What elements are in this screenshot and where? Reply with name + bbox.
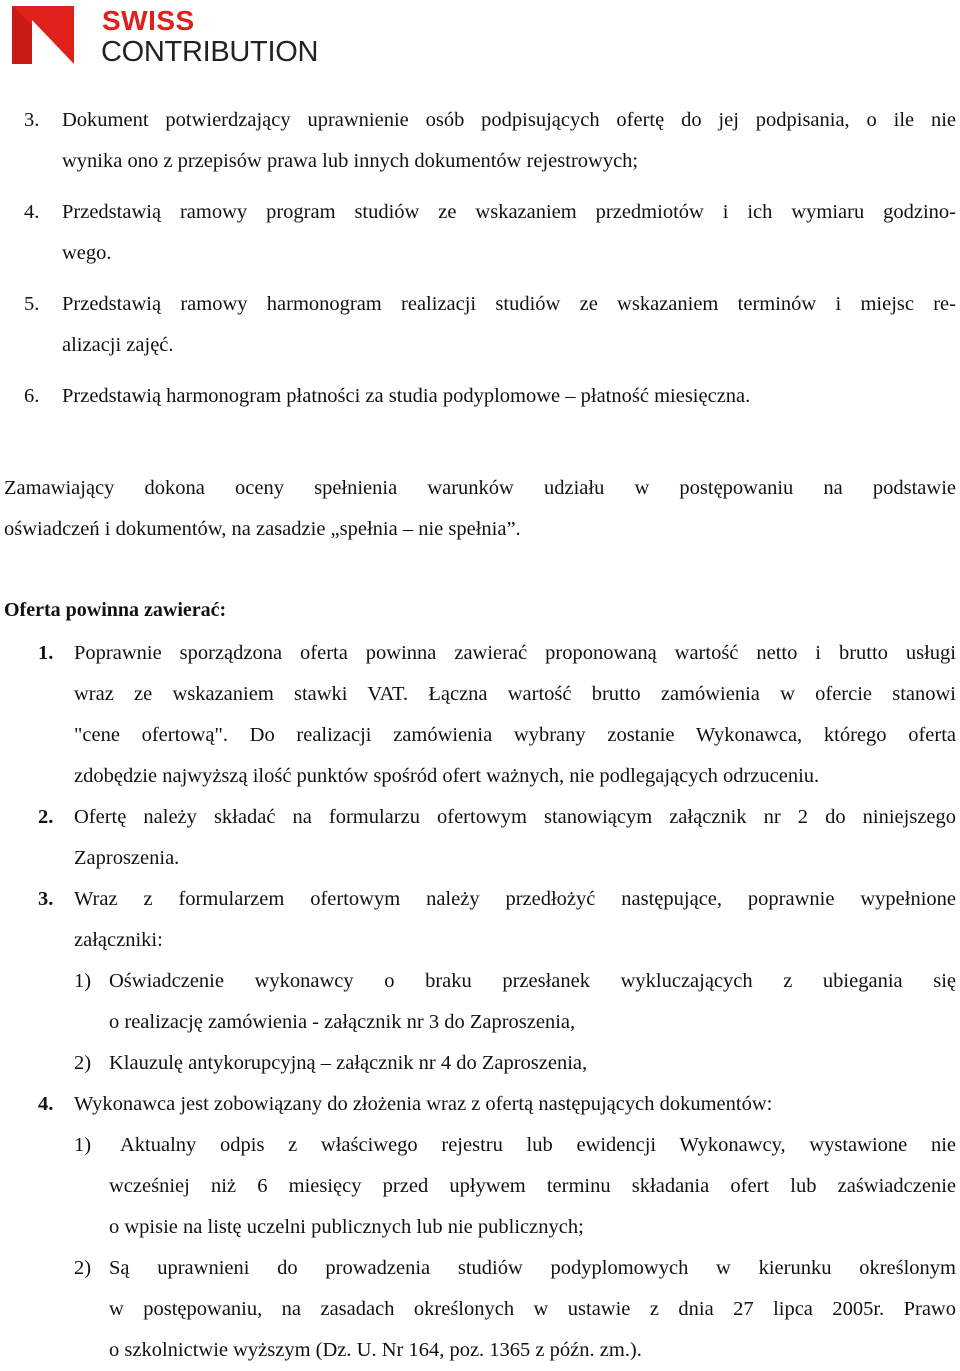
list-item-line: wynika ono z przepisów prawa lub innych dokumentów rejestrowych; (62, 150, 639, 172)
evaluation-paragraph-line: oświadczeń i dokumentów, na zasadzie „spełnia – nie spełnia”. (4, 518, 521, 540)
swiss-contribution-logo (12, 6, 332, 66)
list-item-line: alizacji zajęć. (62, 334, 174, 356)
list-item-line: "cene ofertową". Do realizacji zamówienia wybrany zostanie Wykonawca, którego oferta (74, 724, 956, 746)
swiss-flag-icon (12, 6, 74, 64)
list-number: 3. (38, 888, 54, 910)
sublist-number: 2) (74, 1052, 92, 1074)
sublist-item-line: w postępowaniu, na zasadach określonych w ustawie z dnia 27 lipca 2005r. Prawo (109, 1298, 956, 1320)
logo-text-swiss: SWISS (102, 5, 195, 36)
sublist-item-line: Aktualny odpis z właściwego rejestru lub ewidencji Wykonawcy, wystawione nie (120, 1134, 956, 1156)
sublist-item-line: Klauzulę antykorupcyjną – załącznik nr 4 do Zaproszenia, (109, 1052, 588, 1074)
list-item-line: Przedstawią ramowy harmonogram realizacji studiów ze wskazaniem terminów i miejsc re- (62, 293, 956, 315)
sublist-item-line: o realizację zamówienia - załącznik nr 3 do Zaproszenia, (109, 1011, 576, 1033)
list-number: 3. (24, 109, 40, 131)
sublist-item-line: Oświadczenie wykonawcy o braku przesłanek wykluczających z ubiegania się (109, 970, 956, 992)
sublist-number: 2) (74, 1257, 92, 1279)
sublist-number: 1) (74, 970, 92, 992)
sublist-item-line: Są uprawnieni do prowadzenia studiów podyplomowych w kierunku określonym (109, 1257, 956, 1279)
list-item-line: Przedstawią harmonogram płatności za studia podyplomowe – płatność miesięczna. (62, 385, 751, 407)
list-item-line: zdobędzie najwyższą ilość punktów spośród ofert ważnych, nie podlegających odrzuceniu. (74, 765, 820, 787)
sublist-item-line: o szkolnictwie wyższym (Dz. U. Nr 164, poz. 1365 z późn. zm.). (109, 1339, 642, 1361)
sublist-number: 1) (74, 1134, 92, 1156)
list-item-line: Wykonawca jest zobowiązany do złożenia wraz z ofertą następujących dokumentów: (74, 1093, 773, 1115)
list-number: 2. (38, 806, 54, 828)
list-number: 6. (24, 385, 40, 407)
list-item-line: wego. (62, 242, 112, 264)
list-number: 1. (38, 642, 54, 664)
list-item-line: Poprawnie sporządzona oferta powinna zawierać proponowaną wartość netto i brutto usługi (74, 642, 956, 664)
evaluation-paragraph-line: Zamawiający dokona oceny spełnienia warunków udziału w postępowaniu na podstawie (4, 477, 956, 499)
offer-heading: Oferta powinna zawierać: (4, 599, 227, 621)
logo-text-contribution: CONTRIBUTION (101, 36, 319, 68)
list-number: 5. (24, 293, 40, 315)
list-item-line: Dokument potwierdzający uprawnienie osób podpisujących ofertę do jej podpisania, o ile nie (62, 109, 956, 131)
list-item-line: Ofertę należy składać na formularzu ofertowym stanowiącym załącznik nr 2 do niniejszego (74, 806, 956, 828)
list-number: 4. (24, 201, 40, 223)
list-item-line: Przedstawią ramowy program studiów ze wskazaniem przedmiotów i ich wymiaru godzino- (62, 201, 956, 223)
list-item-line: wraz ze wskazaniem stawki VAT. Łączna wartość brutto zamówienia w ofercie stanowi (74, 683, 956, 705)
list-number: 4. (38, 1093, 54, 1115)
list-item-line: Zaproszenia. (74, 847, 180, 869)
sublist-item-line: o wpisie na listę uczelni publicznych lub nie publicznych; (109, 1216, 584, 1238)
list-item-line: załączniki: (74, 929, 163, 951)
list-item-line: Wraz z formularzem ofertowym należy przedłożyć następujące, poprawnie wypełnione (74, 888, 956, 910)
sublist-item-line: wcześniej niż 6 miesięcy przed upływem terminu składania ofert lub zaświadczenie (109, 1175, 956, 1197)
